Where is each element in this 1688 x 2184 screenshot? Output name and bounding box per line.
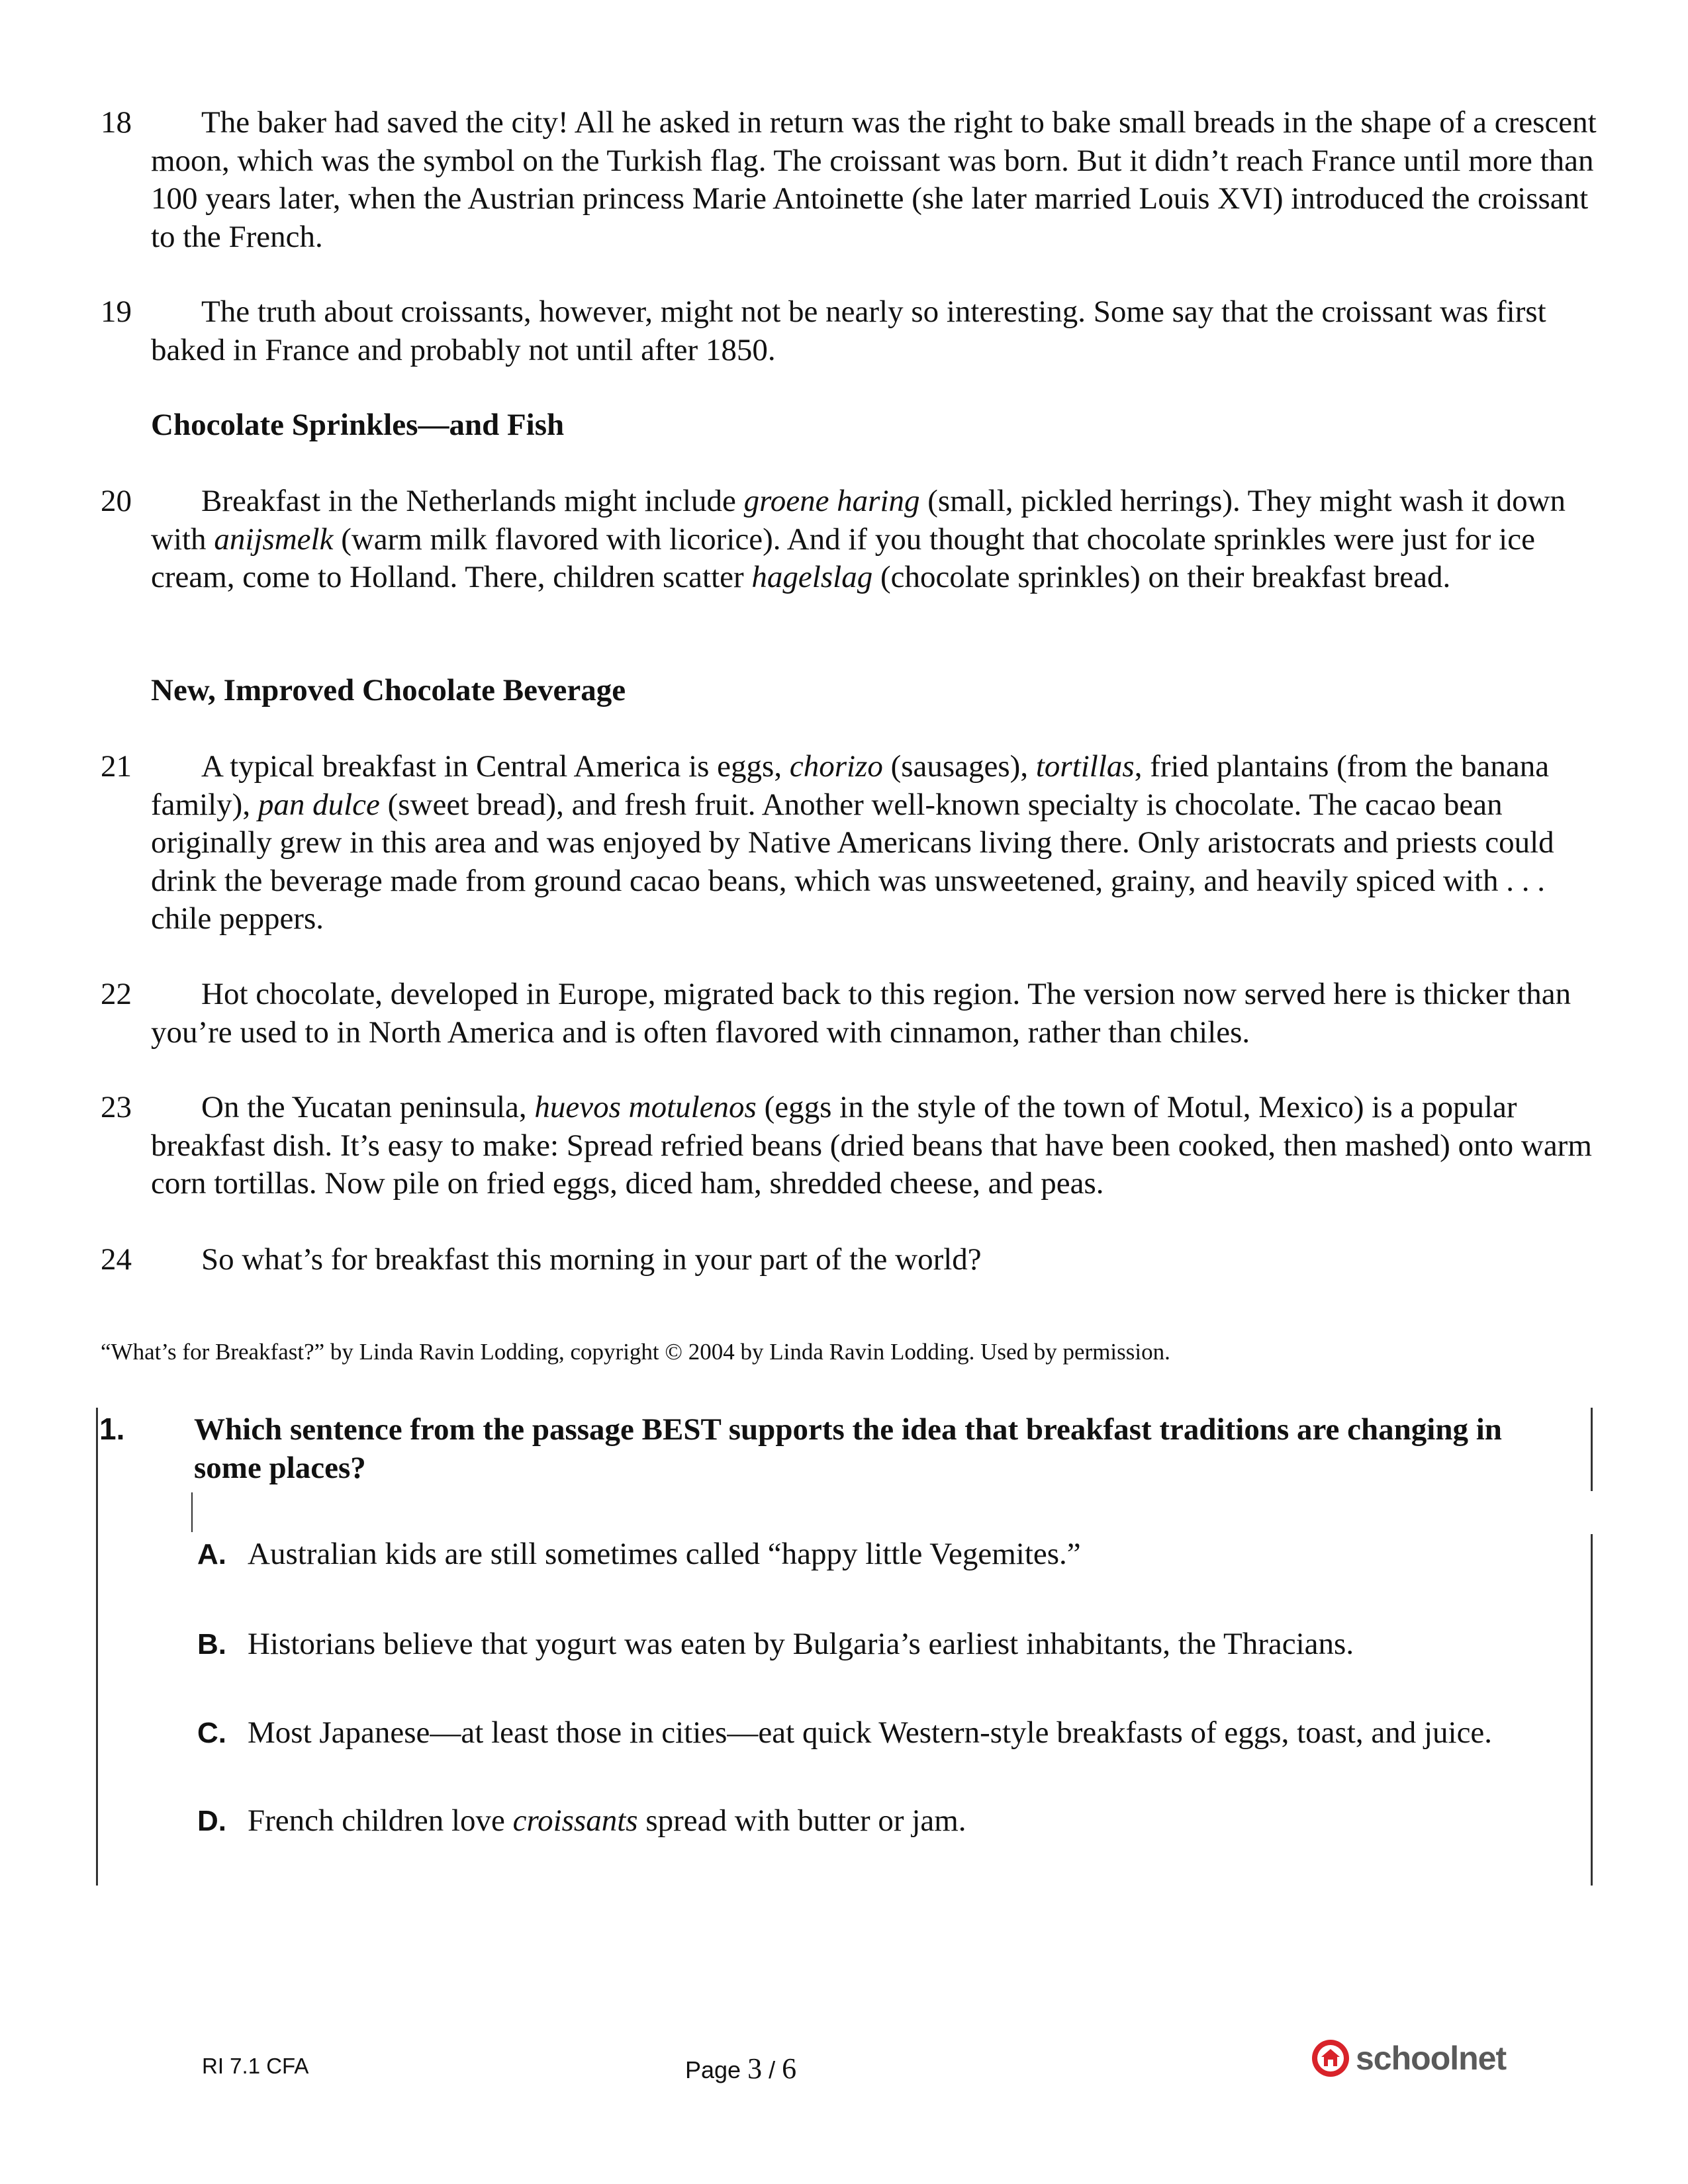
choice-text: French children love croissants spread with butter or jam. bbox=[248, 1803, 966, 1838]
answer-choice-a[interactable] bbox=[197, 1535, 1081, 1574]
paragraph-number: 20 bbox=[101, 484, 132, 518]
paragraph-21 bbox=[101, 748, 1597, 938]
source-credit: “What’s for Breakfast?” by Linda Ravin Lodding, copyright © 2004 by Linda Ravin Lodding. Used by permission. bbox=[101, 1339, 1170, 1365]
section-heading-chocolate-beverage: New, Improved Chocolate Beverage bbox=[151, 673, 626, 707]
text-cursor bbox=[191, 1492, 193, 1532]
choice-text: Most Japanese—at least those in cities—eat quick Western-style breakfasts of eggs, toast, and juice. bbox=[248, 1715, 1493, 1750]
choice-text: Australian kids are still sometimes called “happy little Vegemites.” bbox=[248, 1537, 1081, 1571]
paragraph-text: Breakfast in the Netherlands might include groene haring (small, pickled herrings). They might wash it down with anijsmelk (warm milk flavored with licorice). And if you thought that chocolate sprinkles were just for ice cream, come to Holland. There, children scatter hagelslag (chocolate sprinkles) on their breakfast bread. bbox=[151, 484, 1566, 594]
paragraph-18 bbox=[101, 104, 1597, 256]
answer-choice-b[interactable] bbox=[197, 1625, 1354, 1664]
choice-letter: A. bbox=[197, 1538, 226, 1570]
choice-letter: D. bbox=[197, 1805, 226, 1837]
paragraph-23 bbox=[101, 1089, 1597, 1203]
paragraph-24 bbox=[101, 1241, 1597, 1279]
page-total: 6 bbox=[782, 2052, 797, 2085]
question-border-right-bottom bbox=[1591, 1534, 1593, 1886]
paragraph-number: 23 bbox=[101, 1090, 132, 1124]
paragraph-text: Hot chocolate, developed in Europe, migrated back to this region. The version now served here is thicker than you’re used to in North America and is often flavored with cinnamon, rather than chiles. bbox=[151, 977, 1571, 1050]
section-heading-chocolate-sprinkles: Chocolate Sprinkles—and Fish bbox=[151, 408, 565, 442]
paragraph-text: A typical breakfast in Central America is eggs, chorizo (sausages), tortillas, fried plantains (from the banana family), pan dulce (sweet bread), and fresh fruit. Another well-known specialty is chocolate. The cacao bean originally grew in this area and was enjoyed by Native Americans living there. Only aristocrats and priests could drink the beverage made from ground cacao beans, which was unsweetened, grainy, and heavily spiced with . . . chile peppers. bbox=[151, 749, 1554, 936]
choice-text: Historians believe that yogurt was eaten by Bulgaria’s earliest inhabitants, the Thracians. bbox=[248, 1627, 1354, 1661]
paragraph-20 bbox=[101, 482, 1597, 597]
paragraph-number: 24 bbox=[101, 1242, 132, 1277]
paragraph-text: So what’s for breakfast this morning in your part of the world? bbox=[201, 1242, 982, 1277]
answer-choice-d[interactable] bbox=[197, 1801, 966, 1841]
logo-text: schoolnet bbox=[1356, 2040, 1507, 2077]
question-number: 1. bbox=[99, 1412, 125, 1446]
paragraph-19 bbox=[101, 293, 1597, 369]
schoolnet-logo bbox=[1311, 2038, 1506, 2078]
paragraph-22 bbox=[101, 976, 1597, 1052]
page-indicator bbox=[685, 2052, 796, 2085]
footer-code: RI 7.1 CFA bbox=[202, 2054, 309, 2078]
page-current: 3 bbox=[747, 2052, 763, 2085]
answer-choice-c[interactable] bbox=[197, 1713, 1492, 1752]
paragraph-text: The baker had saved the city! All he asked in return was the right to bake small breads in the shape of a crescent moon, which was the symbol on the Turkish flag. The croissant was born. But it didn’t reach France until more than 100 years later, when the Austrian princess Marie Antoinette (she later married Louis XVI) introduced the croissant to the French. bbox=[151, 105, 1597, 254]
schoolnet-house-icon bbox=[1311, 2038, 1350, 2078]
paragraph-text: The truth about croissants, however, might not be nearly so interesting. Some say that the croissant was first baked in France and probably not until after 1850. bbox=[151, 295, 1546, 367]
paragraph-text: On the Yucatan peninsula, huevos motulenos (eggs in the style of the town of Motul, Mexico) is a popular breakfast dish. It’s easy to make: Spread refried beans (dried beans that have been cooked, then mashed) onto warm corn tortillas. Now pile on fried eggs, diced ham, shredded cheese, and peas. bbox=[151, 1090, 1592, 1201]
paragraph-number: 19 bbox=[101, 295, 132, 329]
page-label: Page bbox=[685, 2056, 741, 2083]
question-border-right-top bbox=[1591, 1408, 1593, 1491]
paragraph-number: 22 bbox=[101, 977, 132, 1011]
choice-letter: C. bbox=[197, 1717, 226, 1749]
choice-letter: B. bbox=[197, 1628, 226, 1661]
paragraph-number: 18 bbox=[101, 105, 132, 140]
paragraph-number: 21 bbox=[101, 749, 132, 784]
question-stem: Which sentence from the passage BEST supports the idea that breakfast traditions are changing in some places? bbox=[194, 1412, 1502, 1485]
page-separator: / bbox=[769, 2056, 776, 2083]
question-border-left bbox=[96, 1408, 98, 1886]
